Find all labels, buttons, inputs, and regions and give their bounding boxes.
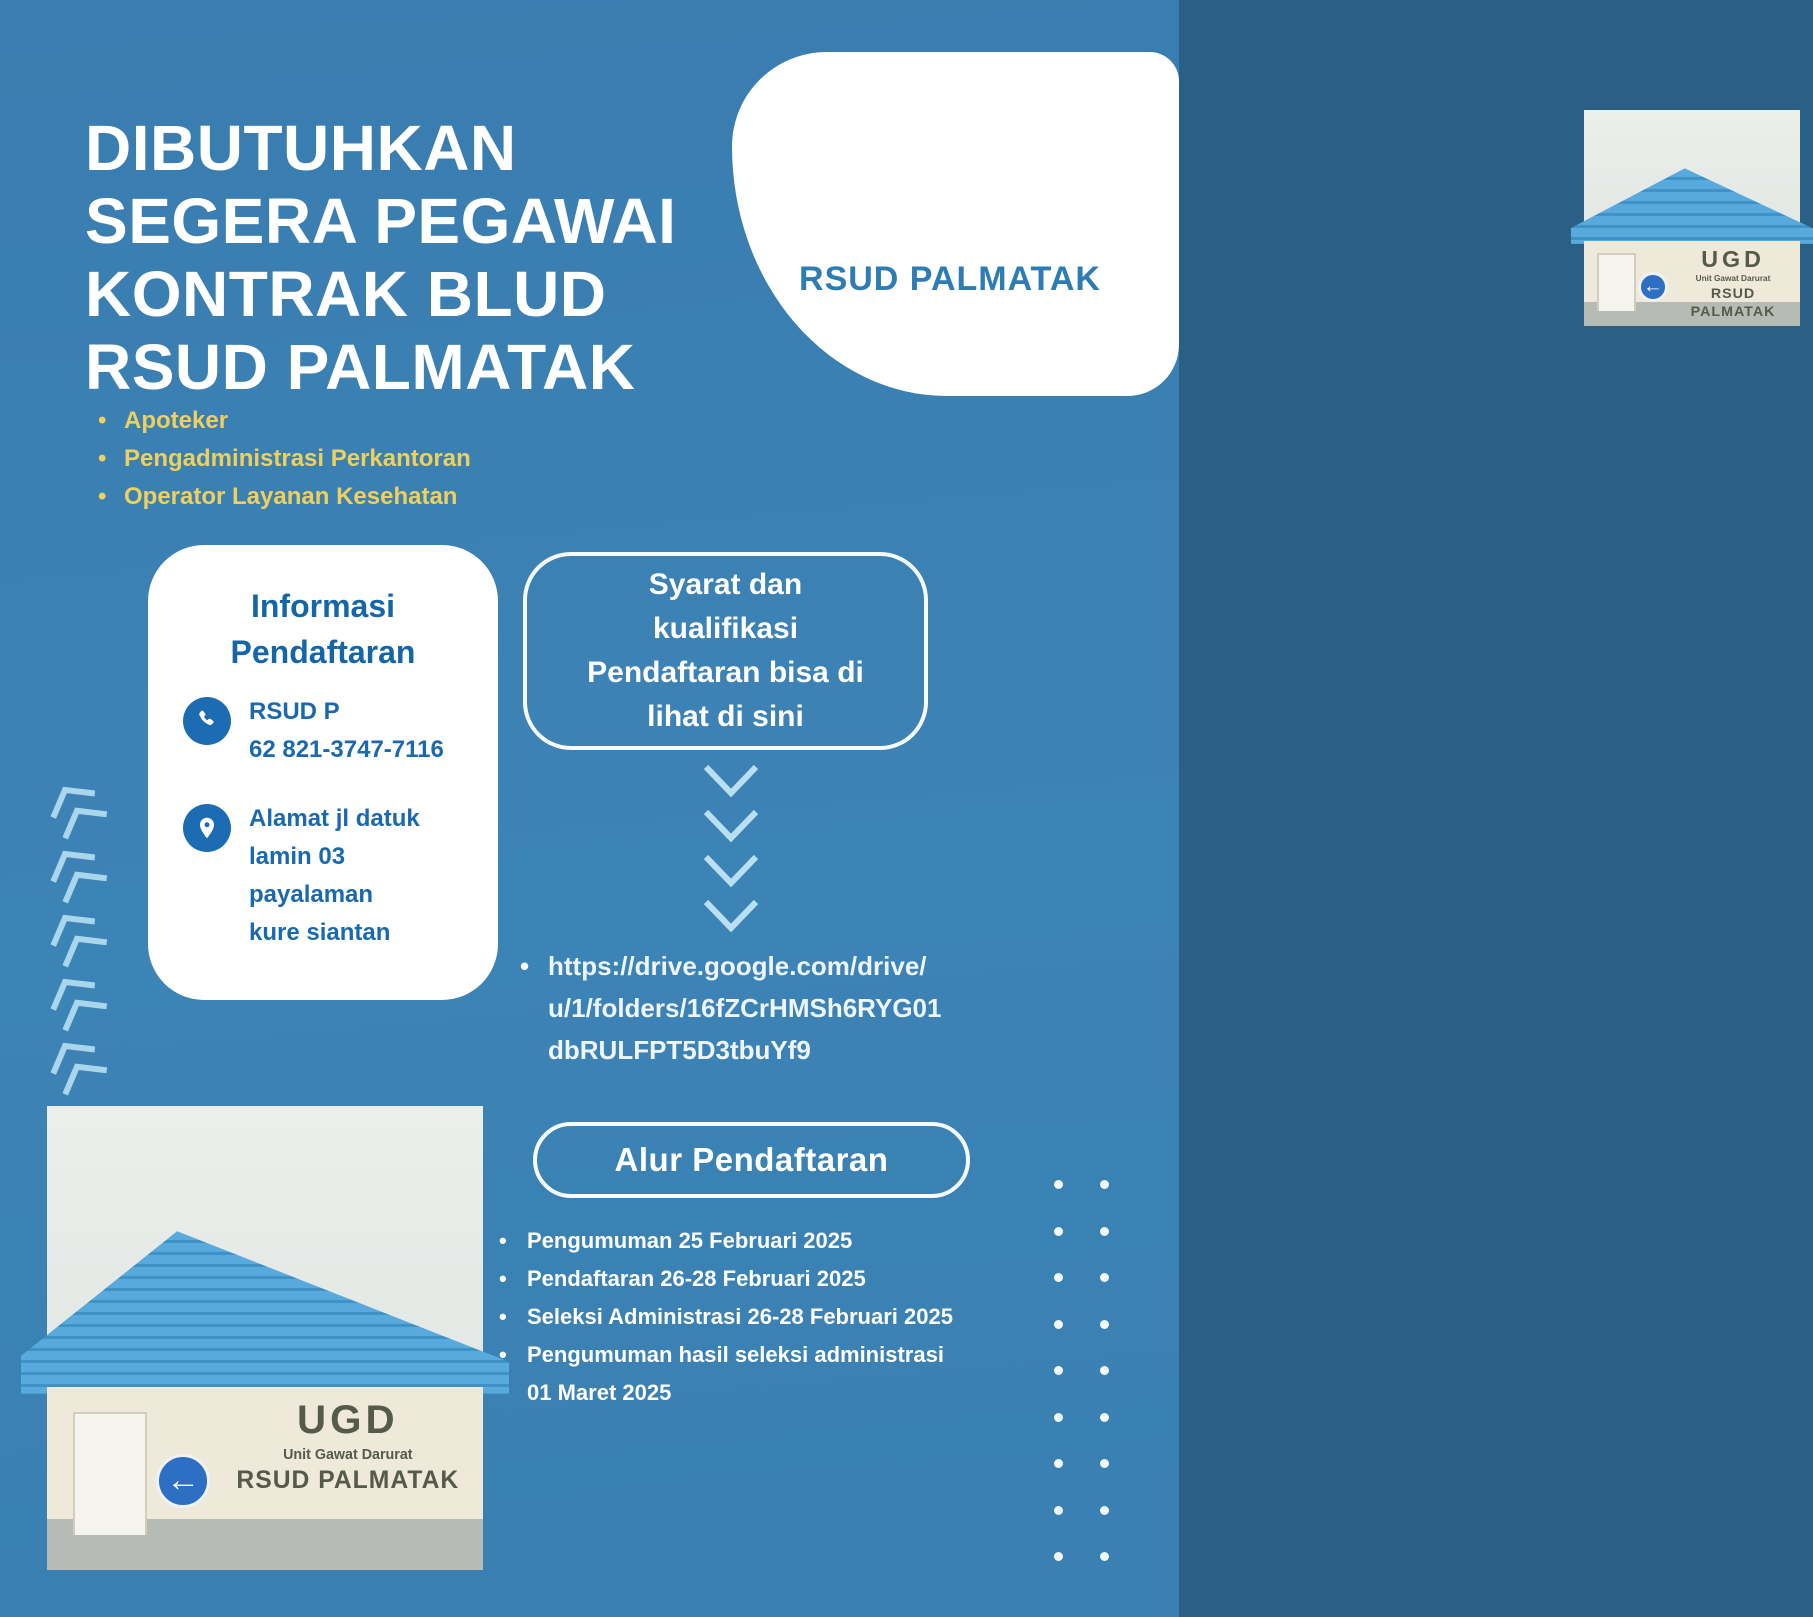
info-card (148, 545, 498, 1000)
job-item: • Pengadministrasi Perkantoran (96, 440, 471, 478)
address-row (183, 800, 420, 952)
phone-icon (183, 697, 231, 745)
wall-title: UGD (1701, 245, 1765, 272)
phone-number: 62 821-3747-7116 (249, 736, 444, 763)
wall-name: RSUD PALMATAK (236, 1466, 460, 1494)
left-chevrons-icon (28, 775, 128, 1075)
job-list (96, 402, 471, 516)
title-line: RSUD PALMATAK (85, 331, 636, 403)
title-line: SEGERA PEGAWAI (85, 185, 677, 257)
job-item: • Apoteker (96, 402, 471, 440)
flow-pill (533, 1122, 970, 1198)
phone-contact (249, 693, 444, 769)
hospital-photo-circle (1584, 110, 1800, 326)
page-title (85, 112, 676, 404)
bottom-hospital-photo (47, 1106, 483, 1570)
photo-door (1597, 253, 1636, 311)
drive-link[interactable]: • https://drive.google.com/drive/ u/1/folders/16fZCrHMSh6RYG01 dbRULFPT5D3tbuYf9 (518, 945, 988, 1071)
requirements-text: Syarat dan kualifikasi Pendaftaran bisa di lihat di sini (587, 568, 864, 733)
schedule-item: • Seleksi Administrasi 26-28 Februari 2025 (495, 1298, 973, 1336)
top-right-blob (732, 52, 1776, 396)
info-card-title: Informasi Pendaftaran (230, 588, 416, 670)
job-item: • Operator Layanan Kesehatan (96, 478, 471, 516)
requirements-box (523, 552, 928, 750)
dots-decoration (1054, 1180, 1109, 1561)
wall-subtitle: Unit Gawat Darurat (1695, 274, 1771, 284)
schedule-item: • Pendaftaran 26-28 Februari 2025 (495, 1260, 973, 1298)
title-line: DIBUTUHKAN (85, 112, 517, 184)
photo-wall-text (1675, 244, 1792, 322)
schedule-item: • Pengumuman hasil seleksi administrasi 01 Maret 2025 (495, 1336, 973, 1412)
wall-title: UGD (297, 1396, 399, 1442)
photo-door (73, 1412, 147, 1535)
photo-wall-text (230, 1394, 465, 1497)
left-arrow-sign-icon: ← (1638, 272, 1668, 302)
schedule-list (495, 1222, 973, 1412)
left-arrow-sign-icon: ← (156, 1454, 210, 1508)
down-chevrons-icon (702, 763, 760, 949)
phone-contact-name: RSUD P (249, 698, 340, 725)
title-line: KONTRAK BLUD (85, 258, 607, 330)
wall-name: RSUD PALMATAK (1690, 285, 1776, 321)
phone-row (183, 693, 444, 769)
address-text: Alamat jl datuk lamin 03 payalaman kure siantan (249, 805, 420, 946)
wall-subtitle: Unit Gawat Darurat (283, 1447, 413, 1464)
hospital-photo-caption: RSUD PALMATAK (799, 260, 1101, 298)
schedule-item: • Pengumuman 25 Februari 2025 (495, 1222, 973, 1260)
location-pin-icon (183, 804, 231, 852)
flow-title: Alur Pendaftaran (614, 1141, 889, 1178)
